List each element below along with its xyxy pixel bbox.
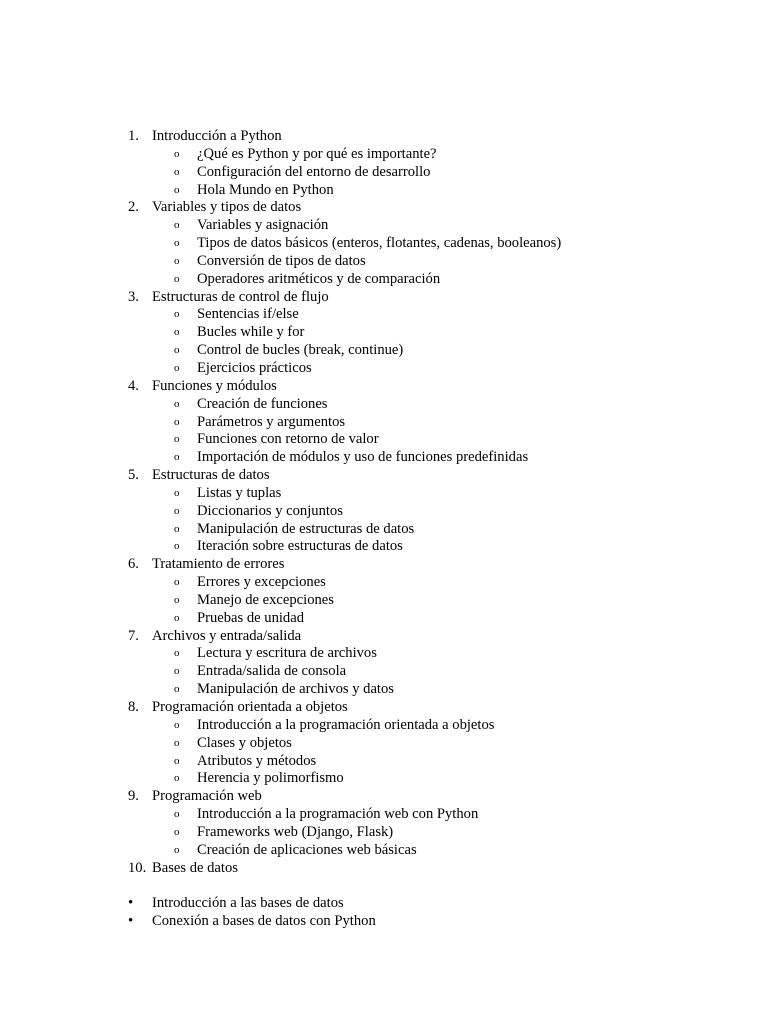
subitem-text: Manipulación de estructuras de datos xyxy=(197,520,415,537)
hollow-circle-bullet-icon: o xyxy=(174,665,180,678)
outline-subitem xyxy=(128,753,748,771)
outline-subitem xyxy=(128,449,748,467)
hollow-circle-bullet-icon: o xyxy=(174,611,180,624)
section-number: 8. xyxy=(128,699,139,715)
outline-subitem xyxy=(128,306,748,324)
outline-subitem xyxy=(128,342,748,360)
outline-subitem xyxy=(128,182,748,200)
hollow-circle-bullet-icon: o xyxy=(174,576,180,589)
hollow-circle-bullet-icon: o xyxy=(174,272,180,285)
hollow-circle-bullet-icon: o xyxy=(174,808,180,821)
section-title: Programación web xyxy=(152,788,262,805)
section-title: Archivos y entrada/salida xyxy=(152,627,302,644)
hollow-circle-bullet-icon: o xyxy=(174,736,180,749)
subitem-text: Creación de funciones xyxy=(197,395,328,412)
subitem-text: Introducción a la programación web con Python xyxy=(197,806,479,823)
hollow-circle-bullet-icon: o xyxy=(174,772,180,785)
hollow-circle-bullet-icon: o xyxy=(174,397,180,410)
outline-section xyxy=(128,556,748,574)
hollow-circle-bullet-icon: o xyxy=(174,718,180,731)
outline-section xyxy=(128,788,748,806)
subitem-text: Operadores aritméticos y de comparación xyxy=(197,270,441,287)
outline-section xyxy=(128,699,748,717)
subitem-text: Entrada/salida de consola xyxy=(197,663,347,680)
outline-subitem xyxy=(128,271,748,289)
subitem-text: ¿Qué es Python y por qué es importante? xyxy=(197,145,437,162)
subitem-text: Conversión de tipos de datos xyxy=(197,252,366,269)
outline-subitem xyxy=(128,824,748,842)
section-title: Estructuras de datos xyxy=(152,467,270,484)
outline-subitem xyxy=(128,574,748,592)
section-title: Funciones y módulos xyxy=(152,377,277,394)
hollow-circle-bullet-icon: o xyxy=(174,504,180,517)
subitem-text: Atributos y métodos xyxy=(197,752,317,769)
filled-circle-bullet-icon: • xyxy=(128,895,134,912)
hollow-circle-bullet-icon: o xyxy=(174,683,180,696)
hollow-circle-bullet-icon: o xyxy=(174,165,180,178)
hollow-circle-bullet-icon: o xyxy=(174,361,180,374)
subitem-text: Control de bucles (break, continue) xyxy=(197,342,404,359)
bullet-item xyxy=(128,913,748,931)
hollow-circle-bullet-icon: o xyxy=(174,486,180,499)
outline-section xyxy=(128,378,748,396)
hollow-circle-bullet-icon: o xyxy=(174,219,180,232)
bullet-text: Introducción a las bases de datos xyxy=(152,895,344,912)
outline-subitem xyxy=(128,717,748,735)
subitem-text: Bucles while y for xyxy=(197,324,305,341)
subitem-text: Lectura y escritura de archivos xyxy=(197,645,377,662)
section-title: Estructuras de control de flujo xyxy=(152,288,329,305)
blank-line xyxy=(128,877,748,895)
hollow-circle-bullet-icon: o xyxy=(174,433,180,446)
hollow-circle-bullet-icon: o xyxy=(174,415,180,428)
hollow-circle-bullet-icon: o xyxy=(174,308,180,321)
outline-subitem xyxy=(128,681,748,699)
subitem-text: Configuración del entorno de desarrollo xyxy=(197,163,431,180)
subitem-text: Importación de módulos y uso de funciones predefinidas xyxy=(197,449,529,466)
section-number: 2. xyxy=(128,199,139,216)
outline-subitem xyxy=(128,431,748,449)
section-number: 9. xyxy=(128,788,139,805)
hollow-circle-bullet-icon: o xyxy=(174,254,180,267)
outline-subitem xyxy=(128,396,748,414)
hollow-circle-bullet-icon: o xyxy=(174,754,180,767)
hollow-circle-bullet-icon: o xyxy=(174,237,180,250)
outline-section xyxy=(128,128,748,146)
outline-subitem xyxy=(128,217,748,235)
subitem-text: Manipulación de archivos y datos xyxy=(197,681,394,698)
outline-subitem xyxy=(128,253,748,271)
outline-section xyxy=(128,289,748,307)
outline-subitem xyxy=(128,842,748,860)
subitem-text: Errores y excepciones xyxy=(197,574,326,591)
outline-subitem xyxy=(128,414,748,432)
outline-section xyxy=(128,199,748,217)
outline-subitem xyxy=(128,360,748,378)
bullet-text: Conexión a bases de datos con Python xyxy=(152,913,376,930)
subitem-text: Manejo de excepciones xyxy=(197,591,334,608)
outline-subitem xyxy=(128,521,748,539)
hollow-circle-bullet-icon: o xyxy=(174,344,180,357)
outline-subitem xyxy=(128,324,748,342)
outline-subitem xyxy=(128,735,748,753)
subitem-text: Iteración sobre estructuras de datos xyxy=(197,538,403,555)
hollow-circle-bullet-icon: o xyxy=(174,843,180,856)
section-number: 6. xyxy=(128,556,139,573)
subitem-text: Funciones con retorno de valor xyxy=(197,431,379,448)
hollow-circle-bullet-icon: o xyxy=(174,451,180,464)
subitem-text: Ejercicios prácticos xyxy=(197,359,312,376)
hollow-circle-bullet-icon: o xyxy=(174,183,180,196)
subitem-text: Parámetros y argumentos xyxy=(197,413,346,430)
outline-section xyxy=(128,628,748,646)
outline-section xyxy=(128,467,748,485)
filled-circle-bullet-icon: • xyxy=(128,913,134,930)
section-number: 5. xyxy=(128,467,139,484)
section-number: 4. xyxy=(128,377,139,394)
outline-subitem xyxy=(128,146,748,164)
bullet-item xyxy=(128,895,748,913)
subitem-text: Diccionarios y conjuntos xyxy=(197,502,343,519)
outline-subitem xyxy=(128,485,748,503)
subitem-text: Variables y asignación xyxy=(197,217,329,234)
bullet-list xyxy=(128,895,748,931)
section-title: Variables y tipos de datos xyxy=(152,199,302,216)
subitem-text: Sentencias if/else xyxy=(197,306,299,323)
subitem-text: Introducción a la programación orientada a objetos xyxy=(197,716,495,733)
outline-subitem xyxy=(128,538,748,556)
section-number: 7. xyxy=(128,627,139,644)
subitem-text: Creación de aplicaciones web básicas xyxy=(197,841,417,858)
outline-subitem xyxy=(128,235,748,253)
subitem-text: Hola Mundo en Python xyxy=(197,181,334,198)
hollow-circle-bullet-icon: o xyxy=(174,593,180,606)
outline-subitem xyxy=(128,770,748,788)
outline-subitem xyxy=(128,503,748,521)
subitem-text: Tipos de datos básicos (enteros, flotantes, cadenas, booleanos) xyxy=(197,235,562,252)
section-number: 10. xyxy=(128,859,147,876)
subitem-text: Clases y objetos xyxy=(197,734,292,751)
section-number: 1. xyxy=(128,128,139,144)
outline-subitem xyxy=(128,806,748,824)
section-title: Bases de datos xyxy=(152,859,238,876)
hollow-circle-bullet-icon: o xyxy=(174,522,180,535)
section-title: Introducción a Python xyxy=(152,128,282,144)
section-number: 3. xyxy=(128,288,139,305)
hollow-circle-bullet-icon: o xyxy=(174,825,180,838)
outline-subitem xyxy=(128,663,748,681)
section-title: Programación orientada a objetos xyxy=(152,699,348,715)
subitem-text: Pruebas de unidad xyxy=(197,609,304,626)
hollow-circle-bullet-icon: o xyxy=(174,540,180,553)
hollow-circle-bullet-icon: o xyxy=(174,647,180,660)
outline-subitem xyxy=(128,610,748,628)
outline-subitem xyxy=(128,592,748,610)
hollow-circle-bullet-icon: o xyxy=(174,147,180,160)
subitem-text: Herencia y polimorfismo xyxy=(197,770,344,787)
subitem-text: Listas y tuplas xyxy=(197,484,282,501)
section-title: Tratamiento de errores xyxy=(152,556,285,573)
course-outline xyxy=(128,128,748,931)
subitem-text: Frameworks web (Django, Flask) xyxy=(197,823,394,840)
outline-subitem xyxy=(128,164,748,182)
outline-section xyxy=(128,860,748,878)
hollow-circle-bullet-icon: o xyxy=(174,326,180,339)
outline-subitem xyxy=(128,645,748,663)
